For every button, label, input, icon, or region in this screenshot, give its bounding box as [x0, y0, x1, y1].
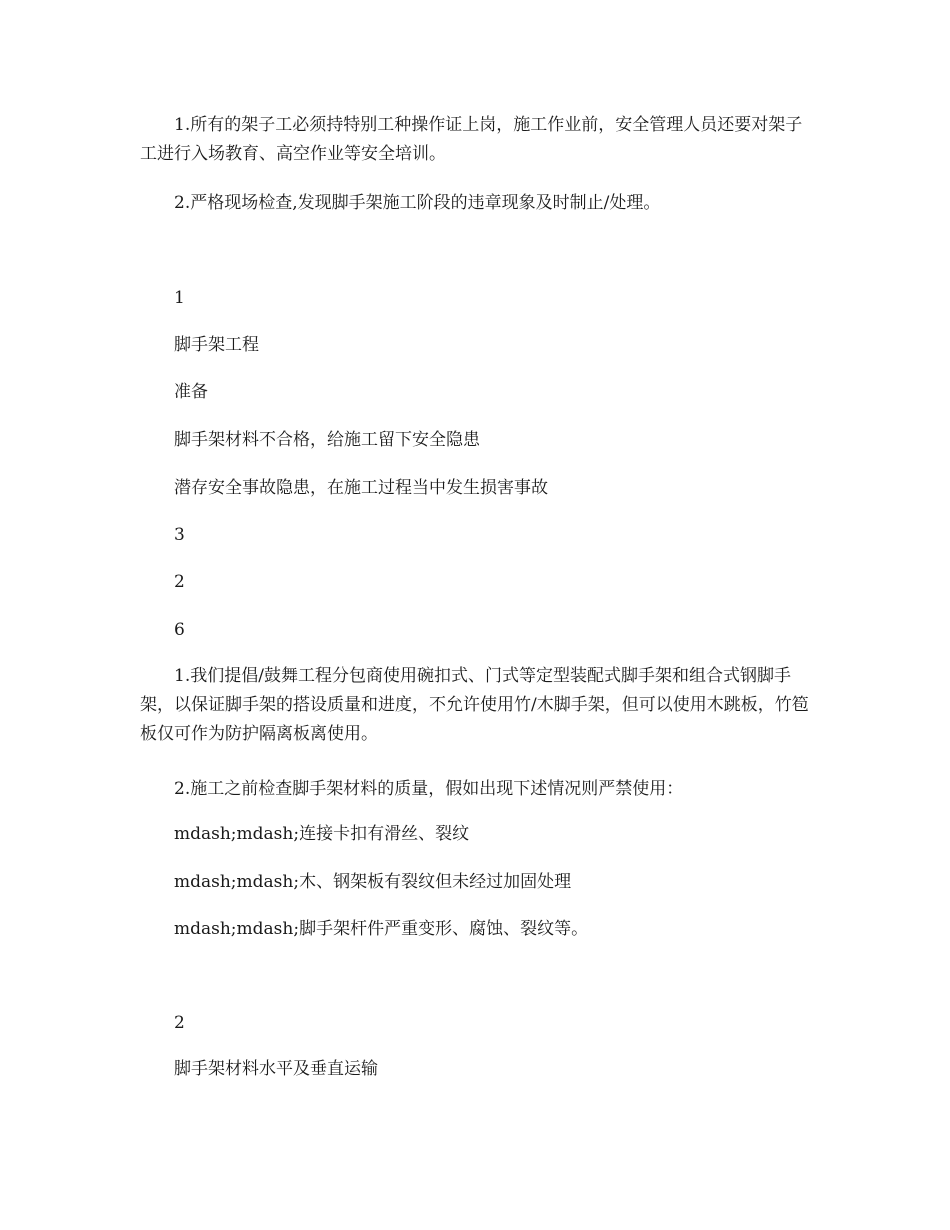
list-item-clamp: mdash;mdash;连接卡扣有滑丝、裂纹 [174, 824, 470, 844]
item-consequence: 潜存安全事故隐患，在施工过程当中发生损害事故 [174, 478, 548, 498]
item-stage: 准备 [174, 382, 208, 402]
paragraph-site-inspection: 2.严格现场检查,发现脚手架施工阶段的违章现象及时制止/处理。 [174, 193, 661, 213]
item-number: 1 [174, 288, 185, 308]
item-score-3: 6 [174, 620, 185, 640]
section-title: 脚手架材料水平及垂直运输 [174, 1059, 378, 1079]
paragraph-scaffold-types: 1.我们提倡/鼓舞工程分包商使用碗扣式、门式等定型装配式脚手架和组合式钢脚手架，以保证脚手架的搭设质量和进度，不允许使用竹/木脚手架，但可以使用木跳板，竹笣板仅可作为防护隔离板离使用。 [140, 666, 809, 744]
item-score-2: 2 [174, 572, 185, 592]
item-score-1: 3 [174, 525, 185, 545]
item-title: 脚手架工程 [174, 335, 259, 355]
list-item-pole: mdash;mdash;脚手架杆件严重变形、腐蚀、裂纹等。 [174, 919, 589, 939]
paragraph-material-check: 2.施工之前检查脚手架材料的质量，假如出现下述情况则严禁使用： [174, 779, 684, 799]
section-number: 2 [174, 1013, 185, 1033]
paragraph-training: 1.所有的架子工必须持特别工种操作证上岗，施工作业前，安全管理人员还要对架子工进行入场教育、高空作业等安全培训。 [140, 115, 803, 164]
list-item-board: mdash;mdash;木、钢架板有裂纹但未经过加固处理 [174, 872, 572, 892]
item-risk: 脚手架材料不合格，给施工留下安全隐患 [174, 430, 480, 450]
